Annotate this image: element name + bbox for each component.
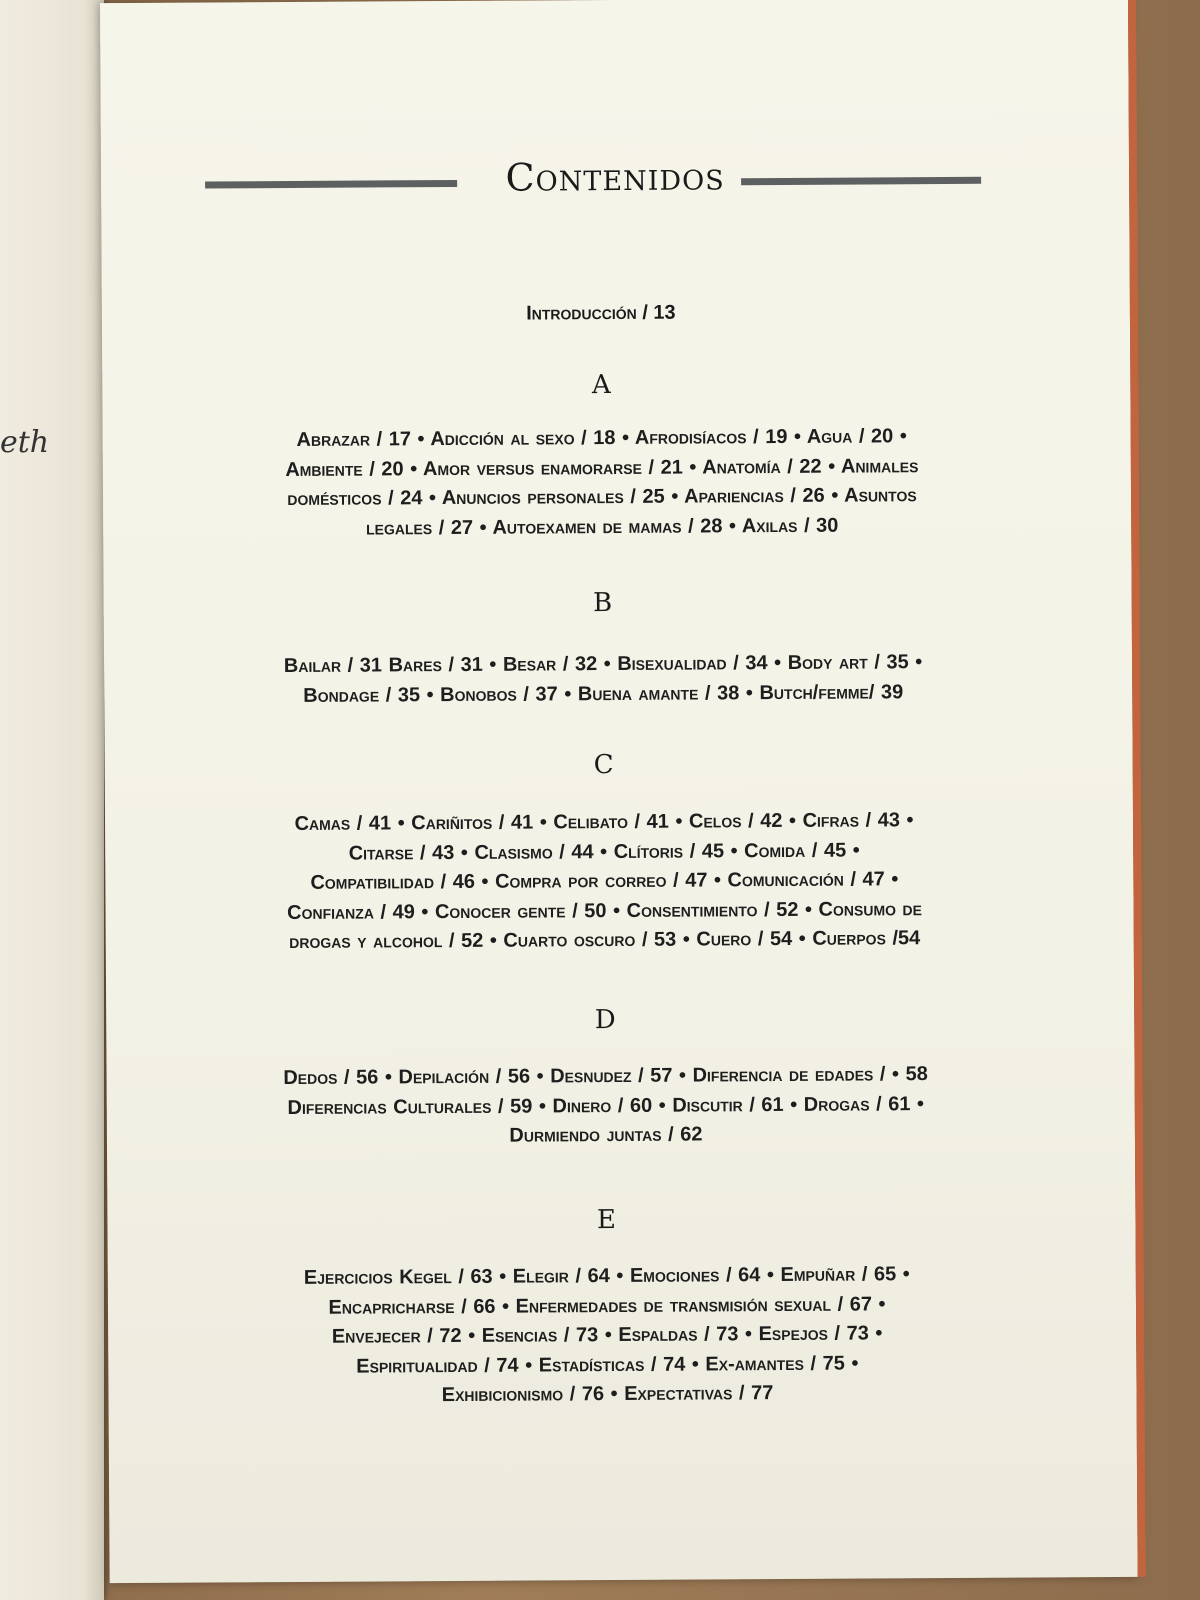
entry-line: Diferencias Culturales / 59 • Dinero / 60 • Discutir / 61 • Drogas / 61 •: [287, 1092, 925, 1119]
header: [101, 152, 1129, 218]
header-rule-right: [741, 177, 981, 185]
entry-line: Exhibicionismo / 76 • Expectativas / 77: [441, 1382, 774, 1407]
entry-line: Compatibilidad / 46 • Compra por correo / 47 • Comunicación / 47 •: [310, 868, 899, 894]
section-entries-d: [206, 1060, 1005, 1153]
left-page: [0, 0, 104, 1600]
section-letter-d: D: [594, 1005, 616, 1036]
section-entries-c: [205, 806, 1004, 958]
entry-line: Espiritualidad / 74 • Estadísticas / 74 • Ex-amantes / 75 •: [356, 1352, 859, 1378]
toc-intro: Introducción / 13: [526, 301, 676, 325]
entry-line: Bondage / 35 • Bonobos / 37 • Buena amante / 38 • Butch/femme/ 39: [303, 680, 904, 707]
entry-line: Camas / 41 • Cariñitos / 41 • Celibato / 41 • Celos / 42 • Cifras / 43 •: [294, 809, 914, 835]
section-letter-b: B: [593, 588, 613, 619]
section-entries-b: [204, 648, 1002, 712]
entry-line: Abrazar / 17 • Adicción al sexo / 18 • Afrodisíacos / 19 • Agua / 20 •: [296, 425, 907, 451]
page-title: Contenidos: [505, 154, 725, 200]
entry-line: Ejercicios Kegel / 63 • Elegir / 64 • Emociones / 64 • Empuñar / 65 •: [303, 1263, 910, 1289]
page-edge: [1128, 0, 1146, 1577]
entry-line: legales / 27 • Autoexamen de mamas / 28 • Axilas / 30: [365, 514, 839, 540]
entry-line: Citarse / 43 • Clasismo / 44 • Clítoris / 45 • Comida / 45 •: [348, 839, 860, 865]
entry-line: Bailar / 31 Bares / 31 • Besar / 32 • Bisexualidad / 34 • Body art / 35 •: [283, 651, 923, 678]
section-letter-c: C: [593, 750, 614, 781]
entry-line: drogas y alcohol / 52 • Cuarto oscuro / 53 • Cuero / 54 • Cuerpos /54: [289, 927, 921, 954]
left-page-text-fragment: eth: [0, 425, 50, 460]
section-entries-a: [203, 422, 1002, 545]
entry-line: domésticos / 24 • Anuncios personales / 25 • Apariencias / 26 • Asuntos: [287, 484, 917, 511]
section-letter-a: A: [591, 370, 611, 401]
entry-line: Dedos / 56 • Depilación / 56 • Desnudez / 57 • Diferencia de edades / • 58: [283, 1063, 928, 1090]
section-entries-e: [208, 1260, 1007, 1412]
entry-line: Durmiendo juntas / 62: [509, 1123, 703, 1147]
entry-line: Confianza / 49 • Conocer gente / 50 • Consentimiento / 52 • Consumo de: [287, 897, 923, 924]
entry-line: Envejecer / 72 • Esencias / 73 • Espaldas / 73 • Espejos / 73 •: [331, 1322, 883, 1348]
section-letter-e: E: [596, 1205, 617, 1236]
entry-line: Ambiente / 20 • Amor versus enamorarse / 21 • Anatomía / 22 • Animales: [285, 454, 919, 481]
book-page: [100, 0, 1138, 1583]
entry-line: Encapricharse / 66 • Enfermedades de transmisión sexual / 67 •: [328, 1292, 886, 1319]
